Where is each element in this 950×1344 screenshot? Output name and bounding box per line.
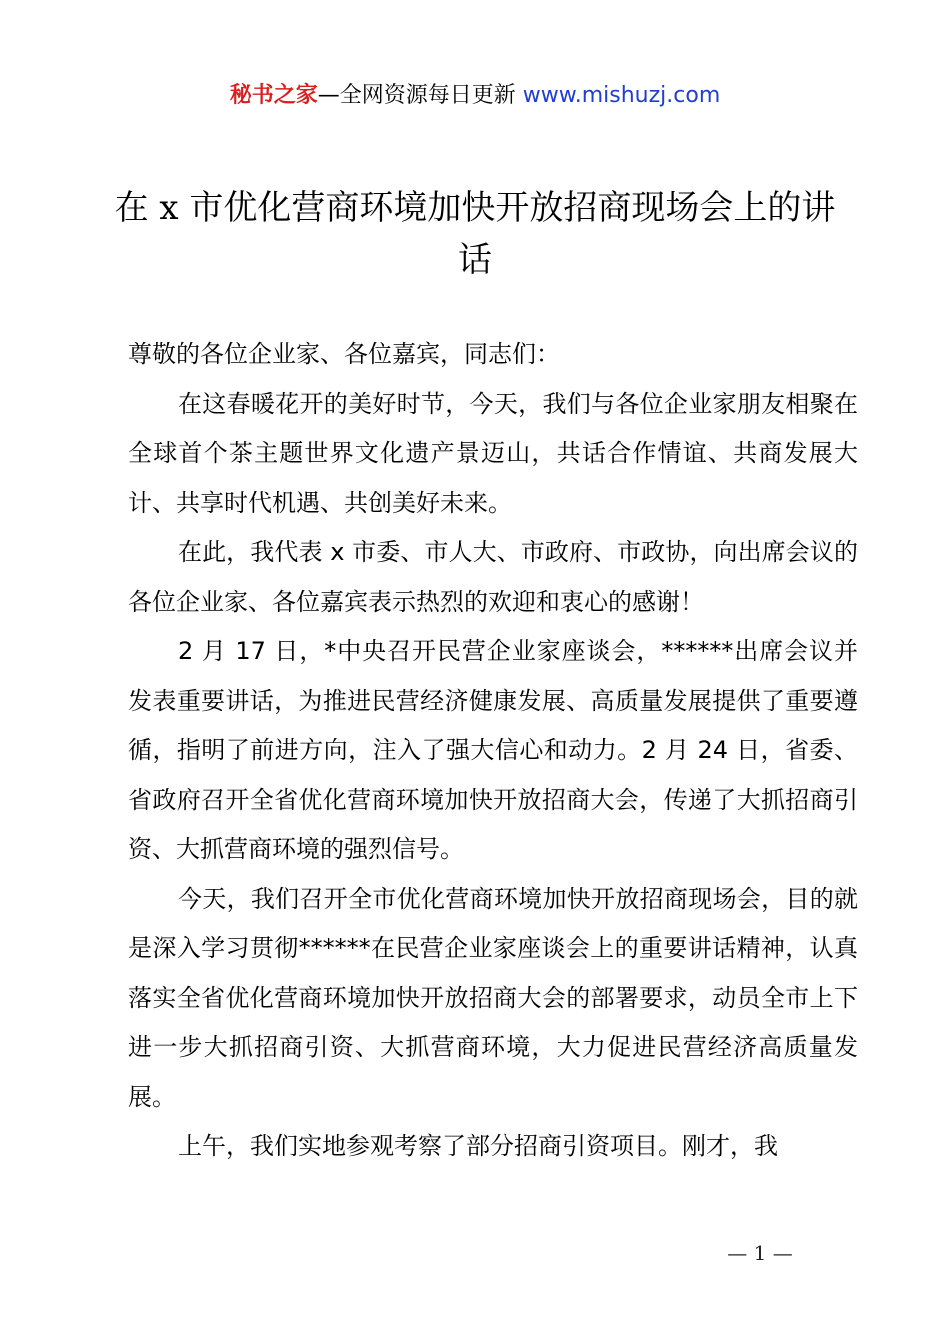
page-number: — 1 — xyxy=(727,1241,793,1265)
paragraph: 今天，我们召开全市优化营商环境加快开放招商现场会，目的就是深入学习贯彻******在民营企业家座谈会上的重要讲话精神，认真落实全省优化营商环境加快开放招商大会的部署要求，动员全市上下进一步大抓招商引资、大抓营商环境，大力促进民营经济高质量发展。 xyxy=(128,884,858,1111)
document-title: 在 x 市优化营商环境加快开放招商现场会上的讲话 xyxy=(114,188,836,280)
paragraph: 在此，我代表 x 市委、市人大、市政府、市政协，向出席会议的各位企业家、各位嘉宾表示热烈的欢迎和衷心的感谢！ xyxy=(128,538,858,616)
document-body xyxy=(128,330,858,1172)
brand-name: 秘书之家 xyxy=(229,83,318,108)
header-tagline: —全网资源每日更新 xyxy=(317,83,516,108)
site-header xyxy=(0,80,950,112)
salutation: 尊敬的各位企业家、各位嘉宾，同志们： xyxy=(128,340,560,368)
paragraph: 上午，我们实地参观考察了部分招商引资项目。刚才，我 xyxy=(178,1132,778,1160)
site-url-link[interactable]: www.mishuzj.com xyxy=(522,83,721,108)
paragraph: 在这春暖花开的美好时节，今天，我们与各位企业家朋友相聚在全球首个茶主题世界文化遗产景迈山，共话合作情谊、共商发展大计、共享时代机遇、共创美好未来。 xyxy=(128,389,858,517)
paragraph: 2 月 17 日，*中央召开民营企业家座谈会，******出席会议并发表重要讲话，为推进民营经济健康发展、高质量发展提供了重要遵循，指明了前进方向，注入了强大信心和动力。2 月 24 日，省委、省政府召开全省优化营商环境加快开放招商大会，传递了大抓招商引资、大抓营商环境的强烈信号。 xyxy=(128,637,858,863)
